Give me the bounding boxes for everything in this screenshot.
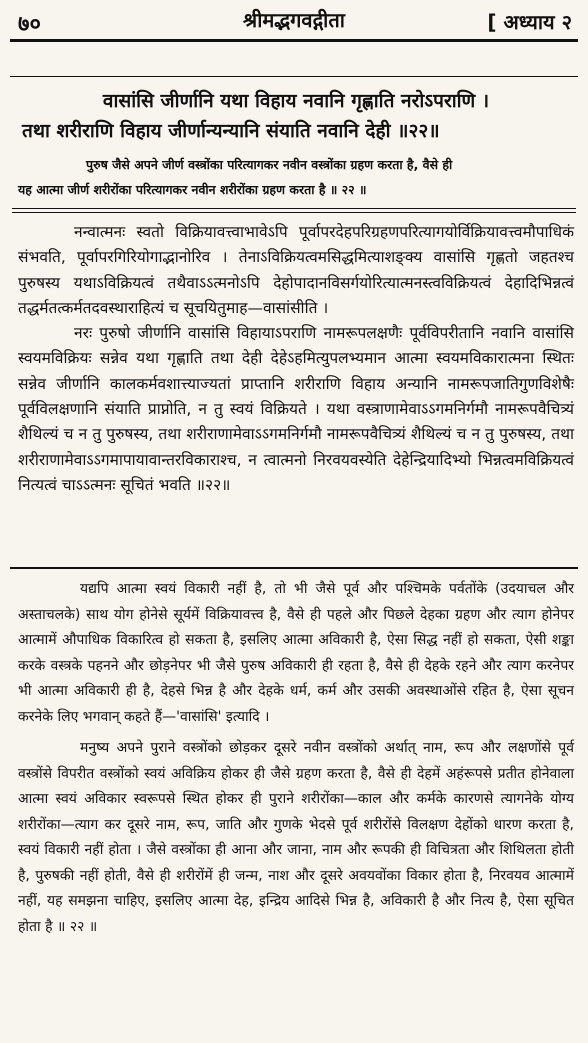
commentary-para-1: नन्वात्मनः स्वतो विक्रियावत्त्वाभावेऽपि पूर्वापरदेहपरिग्रहणपरित्यागयोर्विक्रियावत्त्वमौपाधिकं संभवति, पूर्वापरगिरियोगाद्भानोरिव । तेनाऽविक्रियत्वमसिद्धमित्याशङ्क्य वासांसि गृह्णतो जहतश्च पुरुषस्य यथाऽविक्रियत्वं तथैवाऽऽत्मनोऽपि देहोपादानविसर्गयोरित्यात्मनस्त्वविक्रियत्वं देहादिभिन्नत्वं तद्धर्मतत्कर्मतदवस्थाराहित्यं च सूचयितुमाह—वासांसीति । [18,223,574,317]
translation-para-1: यद्यपि आत्मा स्वयं विकारी नहीं है, तो भी जैसे पूर्व और पश्चिमके पर्वतोंके (उदयाचल और अस्ताचलके) साथ योग होनेसे सूर्यमें विक्रियावत्त्व है, वैसे ही पहले और पिछले देहका ग्रहण और त्याग होनेपर आत्मामें औपाधिक विकारित्व हो सकता है, इसलिए आत्मा अविकारी है, ऐसा सिद्ध नहीं हो सकता, ऐसी शङ्का करके वस्त्रके पहनने और छोड़नेपर भी जैसे पुरुष अविकारी ही रहता है, वैसे ही देहके रहने और त्याग करनेपर भी आत्मा अविकारी ही है, देहसे भिन्न है और देहके धर्म, कर्म और उसकी अवस्थाओंसे रहित है, ऐसा सूचन करनेके लिए भगवान् कहते हैं—'वासांसि' इत्यादि । [18,581,574,725]
verse-line-2: तथा शरीराणि विहाय जीर्णान्यन्यानि संयाति नवानि देही ॥२२॥ [22,120,440,142]
page-header [14,6,574,36]
hindi-gloss [18,152,570,202]
gloss-line-2: यह आत्मा जीर्ण शरीरोंका परित्यागकर नवीन शरीरोंका ग्रहण करता है ॥ २२ ॥ [18,182,367,197]
commentary-divider [12,208,576,213]
translation-divider [10,567,578,569]
chapter-label: [ अध्याय २ [487,10,572,34]
translation-para-2: मनुष्य अपने पुराने वस्त्रोंको छोड़कर दूसरे नवीन वस्त्रोंको अर्थात् नाम, रूप और लक्षणोंसे पूर्व वस्त्रोंसे विपरीत वस्त्रोंको स्वयं अविक्रिय होकर ही जैसे ग्रहण करता है, वैसे ही देहमें अहंरूपसे प्रतीत होनेवाला आत्मा स्वयं अविकार स्वरूपसे स्थित होकर ही पुराने शरीरोंका—काल और कर्मके कारणसे त्यागनेके योग्य शरीरोंका—त्याग कर दूसरे नाम, रूप, जाति और गुणके भेदसे पूर्व शरीरोंसे विलक्षण देहोंको धारण करता है, स्वयं विकारी नहीं होता । जैसे वस्त्रोंका ही आना और जाना, नाम और रूपकी ही विचित्रता और शिथिलता होती है, पुरुषकी नहीं होती, वैसे ही शरीरोंमें ही जन्म, नाश और दूसरे अवयवोंका विकार होता है, निरवयव आत्मामें नहीं, यह समझना चाहिए, इसलिए आत्मा देह, इन्द्रिय आदिसे भिन्न है, अविकारी है और नित्य है, ऐसा सूचित होता है ॥ २२ ॥ [18,740,574,935]
sanskrit-verse [22,86,570,146]
gloss-line-1: पुरुष जैसे अपने जीर्ण वस्त्रोंका परित्यागकर नवीन वस्त्रोंका ग्रहण करता है, वैसे ही [86,157,453,172]
header-rule [10,39,578,42]
page-number: ७० [18,12,41,37]
commentary-para-2: नरः पुरुषो जीर्णानि वासांसि विहायाऽपराणि नामरूपलक्षणैः पूर्वविपरीतानि नवानि वासांसि स्वयमविक्रियः सन्नेव यथा गृह्णाति तथा देही देहेऽहमित्युपलभ्यमान आत्मा स्वयमविकारात्मना स्थितः सन्नेव जीर्णानि कालकर्मवशात्त्याज्यतां प्राप्तानि शरीराणि विहाय अन्यानि नामरूपजातिगुणविशेषैः पूर्वविलक्षणानि संयाति प्राप्नोति, न तु स्वयं विक्रियते । यथा वस्त्राणामेवाऽऽगमनिर्गमौ नामरूपवैचित्र्यं शैथिल्यं च न तु पुरुषस्य, तथा शरीराणामेवाऽऽगमनिर्गमौ नामरूपवैचित्र्यं शैथिल्यं च न तु पुरुषस्य, तथा शरीराणामेवाऽऽगमापायावान्तरविकाराश्च, न त्वात्मनो निरवयवस्येति देहेन्द्रियादिभ्यो भिन्नत्वमविक्रियत्वं नित्यत्वं चाऽऽत्मनः सूचितं भवति ॥२२॥ [18,324,574,494]
sanskrit-commentary [18,220,574,498]
verse-top-rule [10,76,578,77]
hindi-translation [18,577,574,946]
verse-line-1: वासांसि जीर्णानि यथा विहाय नवानि गृह्णाति नरोऽपराणि । [102,90,490,112]
book-title: श्रीमद्भगवद्गीता [243,8,345,32]
